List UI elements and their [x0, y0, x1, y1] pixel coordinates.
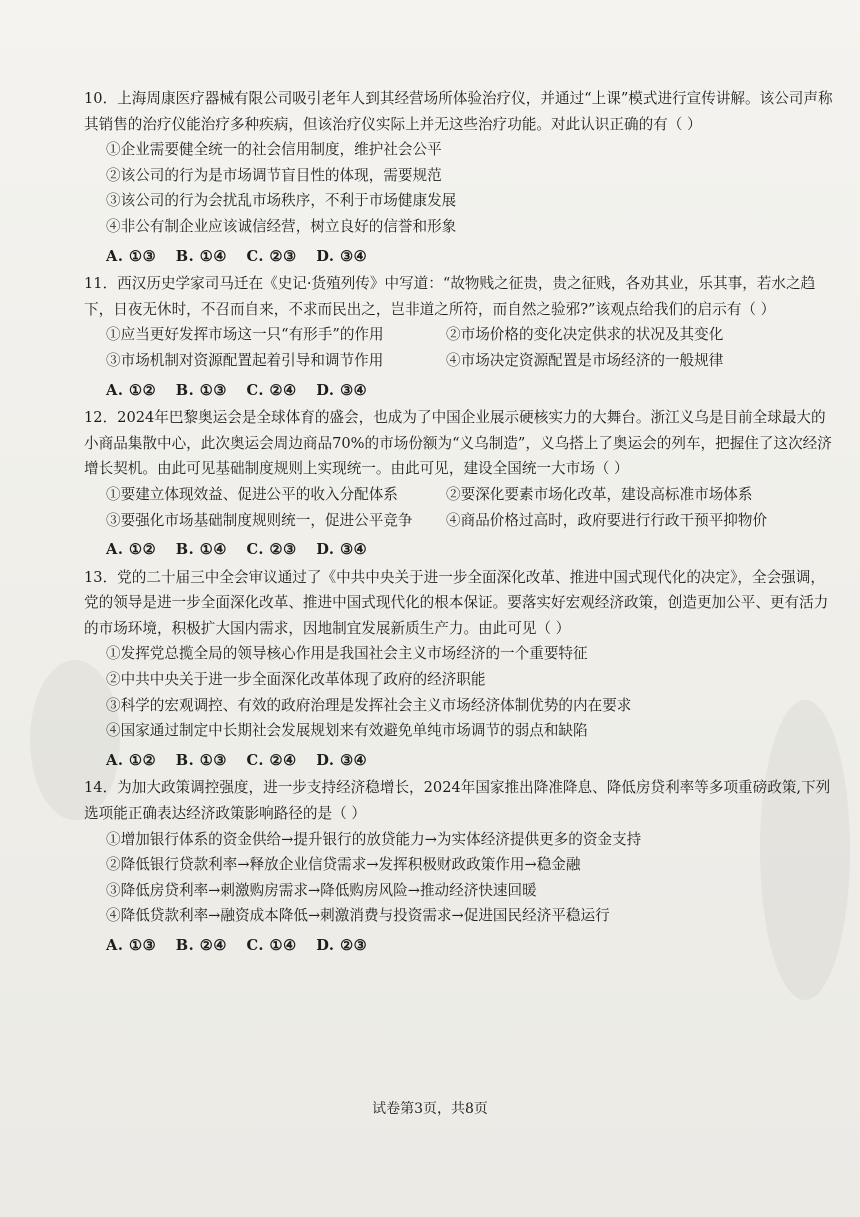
answer-choices — [106, 537, 838, 563]
choice-d: D. ③④ — [316, 247, 368, 265]
option-4: ④市场决定资源配置是市场经济的一般规律 — [446, 351, 724, 369]
choice-b: B. ①④ — [175, 247, 227, 265]
question-12 — [84, 405, 838, 563]
option-4: ④国家通过制定中长期社会发展规划来有效避免单纯市场调节的弱点和缺陷 — [106, 722, 588, 740]
choice-a: A. ①② — [106, 541, 157, 559]
option-4: ④非公有制企业应该诚信经营，树立良好的信誉和形象 — [106, 217, 457, 235]
question-14 — [84, 775, 838, 958]
choice-c: C. ①④ — [246, 937, 297, 954]
page-footer: 试卷第3页，共8页 — [372, 1101, 488, 1117]
option-1: ①应当更好发挥市场这一只“有形手”的作用 — [106, 326, 384, 344]
option-1: ①增加银行体系的资金供给→提升银行的放贷能力→为实体经济提供更多的资金支持 — [106, 830, 642, 848]
choice-d: D. ③④ — [316, 751, 368, 769]
question-13 — [84, 565, 838, 774]
question-stem: 10．上海周康医疗器械有限公司吸引老年人到其经营场所体验治疗仪，并通过“上课”模式进行宣传讲解。该公司声称其销售的治疗仪能治疗多种疾病，但该治疗仪实际上并无这些治疗功能。对此认识正确的有（ ） — [84, 90, 833, 133]
question-stem: 13．党的二十届三中全会审议通过了《中共中央关于进一步全面深化改革、推进中国式现代化的决定》，全会强调，党的领导是进一步全面深化改革、推进中国式现代化的根本保证。要落实好宏观经济政策，创造更加公平、更有活力的市场环境，积极扩大国内需求，因地制宜发展新质生产力。由此可见（ ） — [84, 568, 829, 637]
answer-choices — [106, 933, 838, 959]
option-2: ②该公司的行为是市场调节盲目性的体现，需要规范 — [106, 166, 442, 184]
option-3: ③该公司的行为会扰乱市场秩序，不利于市场健康发展 — [106, 192, 457, 210]
choice-a: A. ①③ — [106, 247, 157, 265]
question-stem: 11．西汉历史学家司马迁在《史记·货殖列传》中写道：“故物贱之征贵，贵之征贱，各劝其业，乐其事，若水之趋下，日夜无休时，不召而自来，不求而民出之，岂非道之所符，而自然之验邪?”该观点给我们的启示有（ ） — [84, 275, 816, 318]
question-stem: 12．2024年巴黎奥运会是全球体育的盛会，也成为了中国企业展示硬核实力的大舞台。浙江义乌是目前全球最大的小商品集散中心，此次奥运会周边商品70%的市场份额为“义乌制造”，义乌搭上了奥运会的列车，把握住了这次经济增长契机。由此可见基础制度规则上实现统一。由此可见，建设全国统一大市场（ ） — [84, 409, 832, 478]
choice-c: C. ②③ — [246, 541, 297, 559]
option-2: ②要深化要素市场化改革，建设高标准市场体系 — [446, 485, 753, 503]
question-list — [84, 86, 838, 961]
option-2: ②中共中央关于进一步全面深化改革体现了政府的经济职能 — [106, 671, 486, 689]
answer-choices — [106, 748, 838, 774]
choice-b: B. ①③ — [175, 751, 227, 769]
option-1: ①发挥党总揽全局的领导核心作用是我国社会主义市场经济的一个重要特征 — [106, 645, 588, 663]
question-11 — [84, 271, 838, 403]
option-2: ②降低银行贷款利率→释放企业信贷需求→发挥积极财政政策作用→稳金融 — [106, 856, 581, 874]
choice-c: C. ②③ — [246, 247, 297, 265]
option-3: ③降低房贷利率→刺激购房需求→降低购房风险→推动经济快速回暖 — [106, 881, 537, 899]
option-1: ①要建立体现效益、促进公平的收入分配体系 — [106, 485, 398, 503]
answer-choices — [106, 244, 838, 270]
option-2: ②市场价格的变化决定供求的状况及其变化 — [446, 326, 724, 344]
option-grid — [106, 482, 838, 533]
option-grid — [106, 322, 838, 373]
option-4: ④降低贷款利率→融资成本降低→刺激消费与投资需求→促进国民经济平稳运行 — [106, 907, 610, 925]
choice-c: C. ②④ — [246, 751, 297, 769]
choice-c: C. ②④ — [246, 381, 297, 399]
choice-d: D. ②③ — [316, 937, 368, 954]
answer-choices — [106, 378, 838, 404]
choice-d: D. ③④ — [316, 381, 368, 399]
choice-d: D. ③④ — [316, 541, 368, 559]
option-4: ④商品价格过高时，政府要进行行政干预平抑物价 — [446, 511, 768, 529]
option-3: ③科学的宏观调控、有效的政府治理是发挥社会主义市场经济体制优势的内在要求 — [106, 696, 632, 714]
option-3: ③市场机制对资源配置起着引导和调节作用 — [106, 351, 384, 369]
choice-b: B. ②④ — [175, 937, 227, 954]
choice-b: B. ①④ — [175, 541, 227, 559]
question-stem: 14．为加大政策调控强度，进一步支持经济稳增长，2024年国家推出降准降息、降低房贷利率等多项重磅政策,下列选项能正确表达经济政策影响路径的是（ ） — [84, 779, 831, 823]
option-3: ③要强化市场基础制度规则统一，促进公平竞争 — [106, 511, 413, 529]
choice-b: B. ①③ — [175, 381, 227, 399]
choice-a: A. ①② — [106, 751, 157, 769]
choice-a: A. ①③ — [106, 937, 157, 954]
question-10 — [84, 86, 838, 269]
option-1: ①企业需要健全统一的社会信用制度，维护社会公平 — [106, 141, 442, 159]
choice-a: A. ①② — [106, 381, 157, 399]
